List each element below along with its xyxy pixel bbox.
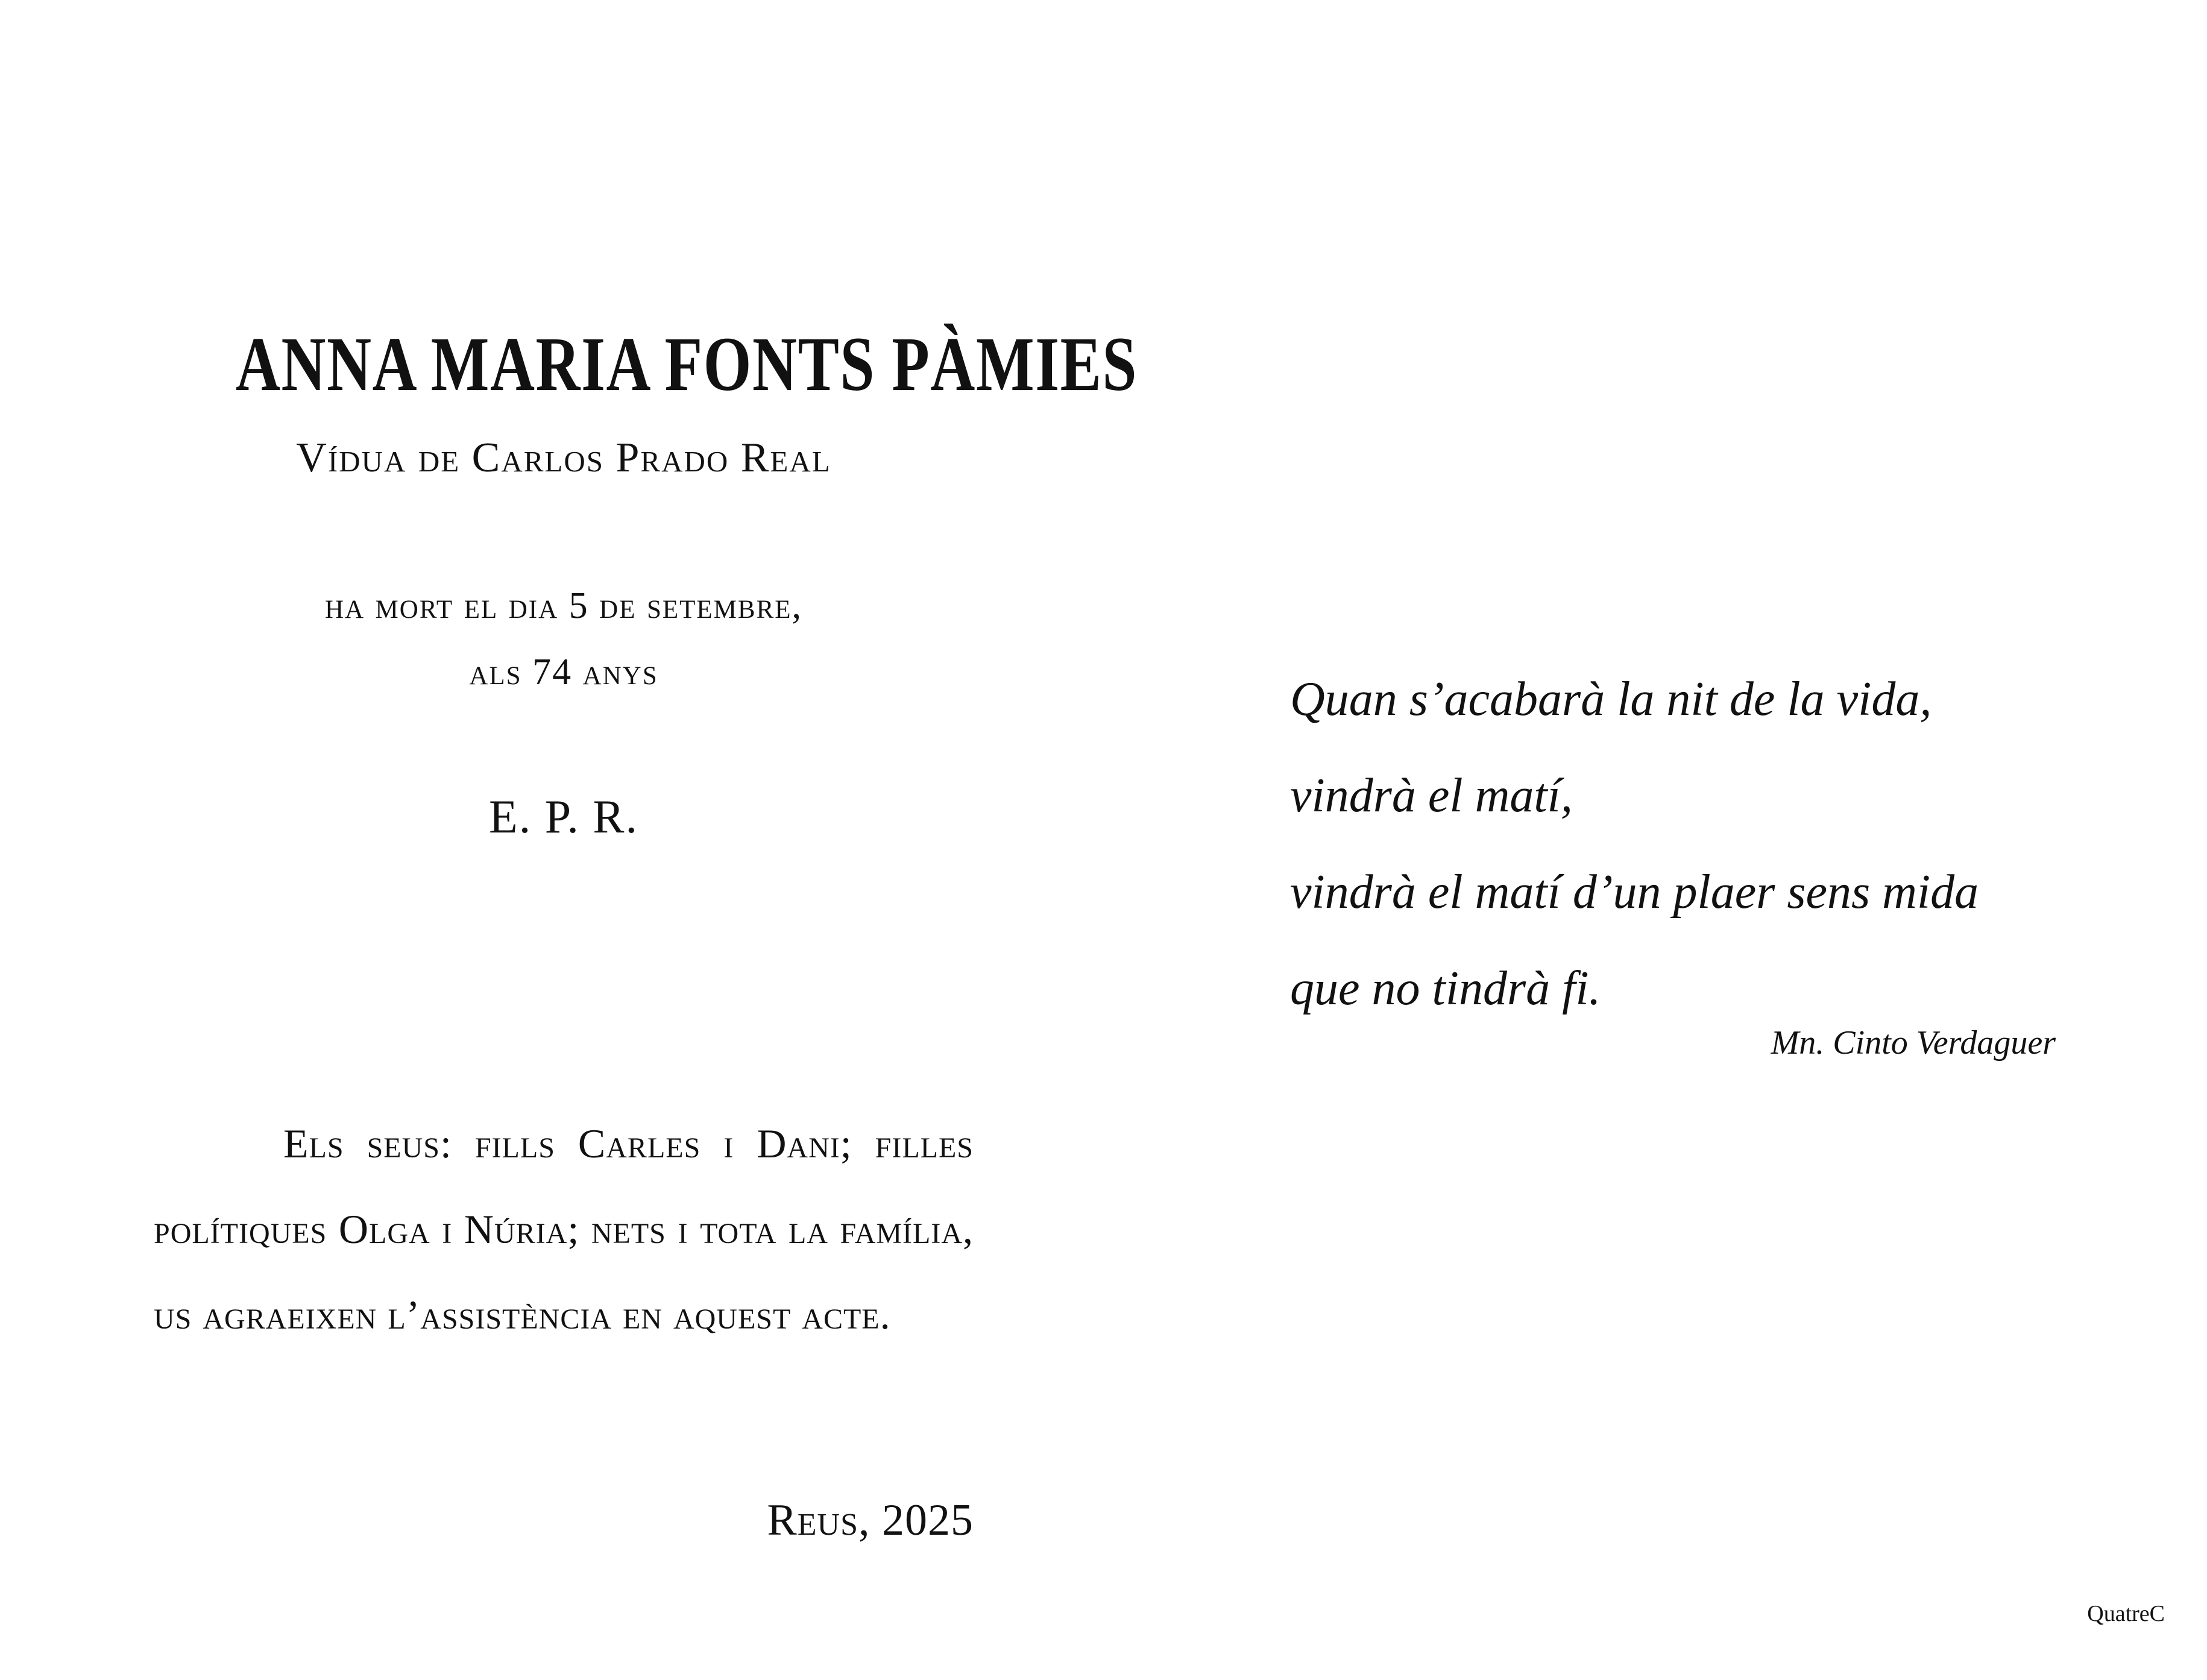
verse-line: Quan s’acabarà la nit de la vida, (1290, 673, 1932, 726)
poem-author: Mn. Cinto Verdaguer (1771, 1024, 2056, 1062)
verse-line: vindrà el matí d’un plaer sens mida (1290, 866, 1979, 919)
family-acknowledgement: Els seus: fills Carles i Dani; filles polítiques Olga i Núria; nets i tota la família, us agraeixen l’assistència en aquest acte. (154, 1121, 974, 1338)
place-and-year: Reus, 2025 (767, 1496, 974, 1545)
death-notice (154, 573, 974, 705)
death-date-line: ha mort el dia 5 de setembre, (324, 585, 803, 626)
epr-abbreviation: E. P. R. (489, 790, 638, 843)
right-panel (1290, 651, 2056, 1062)
deceased-name: ANNA MARIA FONTS PÀMIES (236, 321, 1138, 407)
left-panel (154, 321, 1138, 1545)
widow-of-line: Vídua de Carlos Prado Real (296, 435, 831, 481)
verse-line: vindrà el matí, (1290, 769, 1573, 822)
verse-line: que no tindrà fi. (1290, 962, 1601, 1015)
age-line: als 74 anys (469, 652, 658, 693)
poem-verse (1290, 651, 2056, 1037)
printer-mark: QuatreC (2087, 1601, 2165, 1626)
